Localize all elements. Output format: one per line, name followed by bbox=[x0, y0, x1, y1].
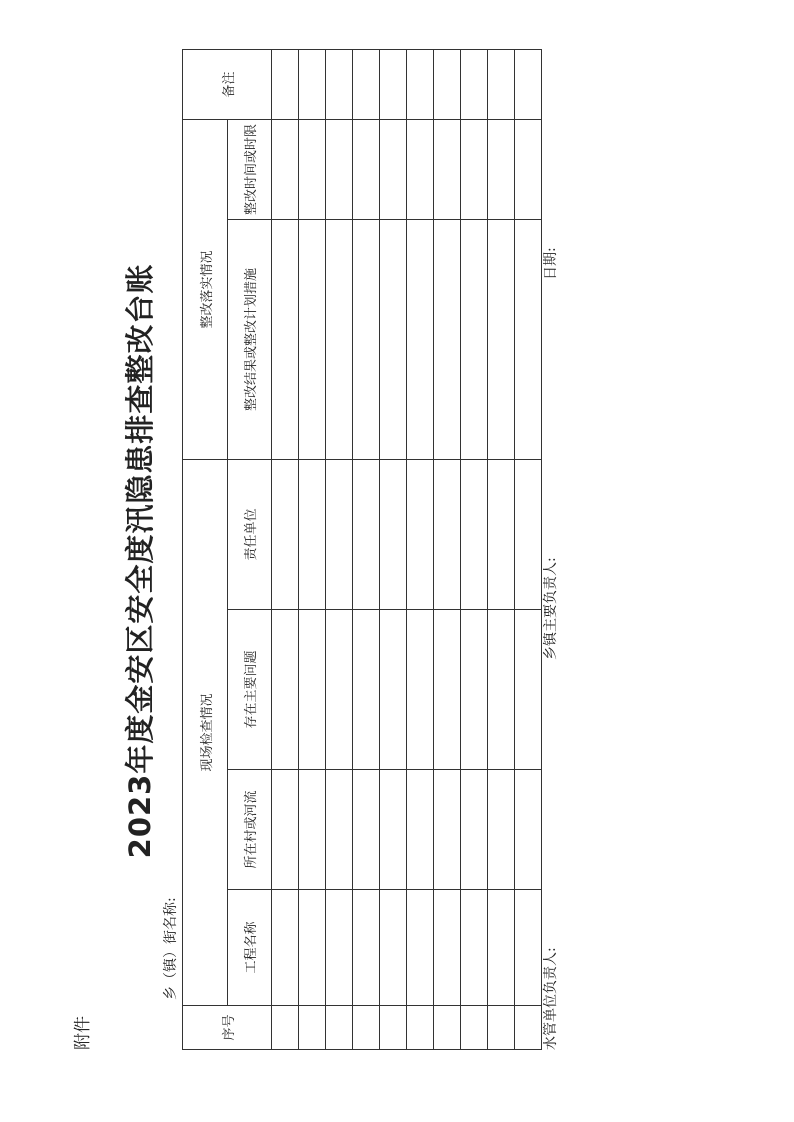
table-cell[interactable] bbox=[461, 119, 488, 219]
table-cell[interactable] bbox=[488, 610, 515, 770]
table-cell[interactable] bbox=[299, 770, 326, 890]
table-row bbox=[353, 49, 380, 1049]
table-cell[interactable] bbox=[272, 49, 299, 119]
table-row bbox=[299, 49, 326, 1049]
table-cell[interactable] bbox=[434, 770, 461, 890]
table-cell[interactable] bbox=[461, 219, 488, 459]
table-cell[interactable] bbox=[326, 890, 353, 1006]
table-cell[interactable] bbox=[488, 459, 515, 609]
header-deadline: 整改时间或时限 bbox=[228, 119, 272, 219]
table-cell[interactable] bbox=[461, 890, 488, 1006]
table-cell[interactable] bbox=[434, 459, 461, 609]
table-cell[interactable] bbox=[353, 219, 380, 459]
table-cell[interactable] bbox=[434, 219, 461, 459]
table-cell[interactable] bbox=[353, 890, 380, 1006]
table-cell[interactable] bbox=[488, 219, 515, 459]
town-head-label: 乡镇主要负责人: bbox=[543, 557, 559, 660]
table-cell[interactable] bbox=[380, 459, 407, 609]
table-cell[interactable] bbox=[326, 119, 353, 219]
table-cell[interactable] bbox=[353, 770, 380, 890]
table-cell[interactable] bbox=[515, 890, 542, 1006]
header-row-columns bbox=[228, 49, 272, 1049]
table-cell[interactable] bbox=[326, 770, 353, 890]
header-group-inspection: 现场检查情况 bbox=[183, 459, 228, 1005]
table-cell[interactable] bbox=[326, 1006, 353, 1050]
table-cell[interactable] bbox=[515, 770, 542, 890]
table-cell[interactable] bbox=[299, 49, 326, 119]
table-cell[interactable] bbox=[434, 119, 461, 219]
table-cell[interactable] bbox=[515, 459, 542, 609]
table-cell[interactable] bbox=[299, 459, 326, 609]
table-row bbox=[434, 49, 461, 1049]
table-cell[interactable] bbox=[407, 459, 434, 609]
table-cell[interactable] bbox=[326, 49, 353, 119]
table-cell[interactable] bbox=[434, 890, 461, 1006]
table-cell[interactable] bbox=[299, 610, 326, 770]
header-unit: 责任单位 bbox=[228, 459, 272, 609]
table-cell[interactable] bbox=[461, 49, 488, 119]
table-cell[interactable] bbox=[515, 49, 542, 119]
table-cell[interactable] bbox=[434, 610, 461, 770]
header-project: 工程名称 bbox=[228, 890, 272, 1006]
table-row bbox=[488, 49, 515, 1049]
table-cell[interactable] bbox=[353, 1006, 380, 1050]
table-cell[interactable] bbox=[380, 1006, 407, 1050]
table-cell[interactable] bbox=[380, 610, 407, 770]
table-row bbox=[272, 49, 299, 1049]
table-cell[interactable] bbox=[488, 49, 515, 119]
table-cell[interactable] bbox=[353, 119, 380, 219]
table-cell[interactable] bbox=[434, 49, 461, 119]
attachment-label: 附件 bbox=[73, 1016, 93, 1050]
date-label: 日期: bbox=[543, 247, 559, 280]
water-unit-head-label: 水管单位负责人: bbox=[543, 947, 559, 1050]
table-row bbox=[515, 49, 542, 1049]
table-cell[interactable] bbox=[515, 610, 542, 770]
header-seq: 序号 bbox=[183, 1006, 272, 1050]
table-cell[interactable] bbox=[515, 1006, 542, 1050]
table-cell[interactable] bbox=[488, 770, 515, 890]
table-cell[interactable] bbox=[380, 890, 407, 1006]
table-cell[interactable] bbox=[407, 890, 434, 1006]
table-cell[interactable] bbox=[272, 459, 299, 609]
table-cell[interactable] bbox=[353, 610, 380, 770]
table-cell[interactable] bbox=[407, 610, 434, 770]
table-cell[interactable] bbox=[380, 119, 407, 219]
table-cell[interactable] bbox=[407, 1006, 434, 1050]
header-problem: 存在主要问题 bbox=[228, 610, 272, 770]
table-cell[interactable] bbox=[488, 119, 515, 219]
header-remark: 备注 bbox=[183, 49, 272, 119]
table-cell[interactable] bbox=[380, 219, 407, 459]
table-cell[interactable] bbox=[515, 219, 542, 459]
table-cell[interactable] bbox=[272, 770, 299, 890]
table-cell[interactable] bbox=[272, 119, 299, 219]
table-cell[interactable] bbox=[299, 890, 326, 1006]
table-cell[interactable] bbox=[515, 119, 542, 219]
table-cell[interactable] bbox=[272, 1006, 299, 1050]
table-cell[interactable] bbox=[326, 610, 353, 770]
table-cell[interactable] bbox=[407, 770, 434, 890]
rectification-ledger-table bbox=[182, 49, 542, 1050]
table-cell[interactable] bbox=[407, 49, 434, 119]
table-cell[interactable] bbox=[299, 219, 326, 459]
table-cell[interactable] bbox=[461, 459, 488, 609]
table-row bbox=[461, 49, 488, 1049]
table-cell[interactable] bbox=[326, 459, 353, 609]
table-row bbox=[407, 49, 434, 1049]
table-cell[interactable] bbox=[488, 890, 515, 1006]
table-cell[interactable] bbox=[461, 610, 488, 770]
table-cell[interactable] bbox=[488, 1006, 515, 1050]
table-cell[interactable] bbox=[407, 119, 434, 219]
header-group-rectification: 整改落实情况 bbox=[183, 119, 228, 459]
table-cell[interactable] bbox=[299, 1006, 326, 1050]
table-cell[interactable] bbox=[461, 1006, 488, 1050]
table-cell[interactable] bbox=[299, 119, 326, 219]
table-cell[interactable] bbox=[272, 890, 299, 1006]
table-cell[interactable] bbox=[326, 219, 353, 459]
header-village: 所在村或河流 bbox=[228, 770, 272, 890]
town-name-label: 乡（镇）街名称: bbox=[163, 897, 179, 1000]
table-cell[interactable] bbox=[353, 49, 380, 119]
table-cell[interactable] bbox=[353, 459, 380, 609]
table-cell[interactable] bbox=[272, 610, 299, 770]
table-cell[interactable] bbox=[461, 770, 488, 890]
header-row-groups bbox=[183, 49, 228, 1049]
table-row bbox=[326, 49, 353, 1049]
table-cell[interactable] bbox=[434, 1006, 461, 1050]
table-cell[interactable] bbox=[380, 49, 407, 119]
table-cell[interactable] bbox=[407, 219, 434, 459]
table-cell[interactable] bbox=[272, 219, 299, 459]
table-row bbox=[380, 49, 407, 1049]
page-title: 2023年度金安区安全度汛隐患排查整改台账 bbox=[123, 263, 157, 859]
header-result: 整改结果或整改计划措施 bbox=[228, 219, 272, 459]
table-cell[interactable] bbox=[380, 770, 407, 890]
